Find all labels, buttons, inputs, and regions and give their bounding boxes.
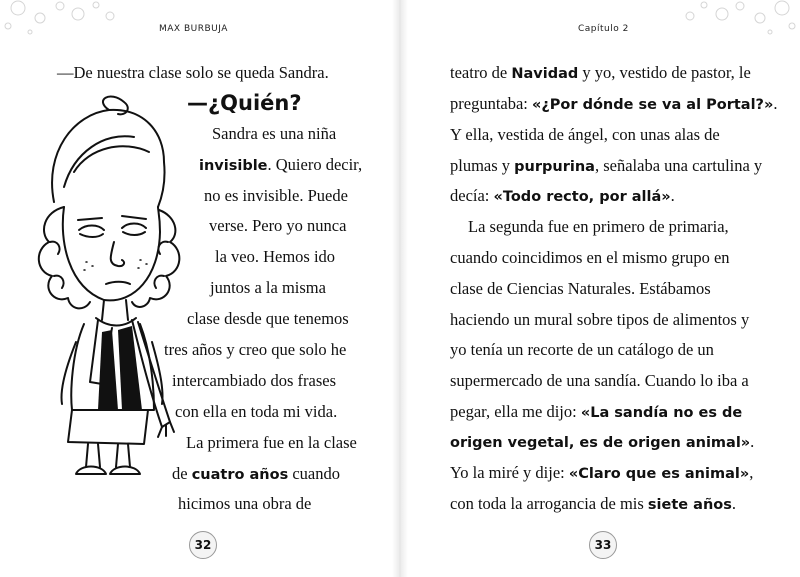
right-line-10: yo tenía un recorte de un catálogo de un [450, 340, 714, 359]
left-line-4: . Quiero decir, [267, 155, 363, 174]
right-line-15a: con toda la arrogancia de mis [450, 494, 648, 513]
left-line-5: no es invisible. Puede [204, 186, 348, 205]
bubbles-decoration-right [670, 0, 800, 40]
right-line-9: haciendo un mural sobre tipos de alimentos y [450, 310, 750, 329]
right-line-2-bold: «¿Por dónde se va al Portal?» [532, 97, 774, 113]
left-line-9: clase desde que tenemos [187, 309, 349, 328]
sandra-illustration [14, 92, 189, 487]
left-line-14a: de [172, 464, 192, 483]
right-line-2a: preguntaba: [450, 94, 533, 113]
left-line-2: —¿Quién? [187, 91, 302, 115]
right-line-4a: plumas y [450, 156, 515, 175]
right-line-1b: y yo, vestido de pastor, le [578, 63, 751, 82]
right-line-1-bold: Navidad [511, 66, 579, 82]
right-line-4b: , señalaba una cartulina y [594, 156, 763, 175]
left-line-13: La primera fue en la clase [186, 433, 357, 452]
right-line-11: supermercado de una sandía. Cuando lo iba a [450, 371, 749, 390]
left-line-10: tres años y creo que solo he [164, 340, 347, 359]
right-line-15-bold: siete años [647, 497, 732, 513]
right-line-7: cuando coincidimos en el mismo grupo en [450, 248, 730, 267]
bubbles-decoration-left [0, 0, 130, 40]
right-line-1a: teatro de [450, 63, 512, 82]
left-line-1: —De nuestra clase solo se queda Sandra. [57, 63, 329, 82]
right-line-12a: pegar, ella me dijo: [450, 402, 581, 421]
left-line-14b: cuando [288, 464, 340, 483]
right-line-6: La segunda fue en primero de primaria, [468, 217, 729, 236]
right-line-15b: . [731, 494, 736, 513]
left-line-6: verse. Pero yo nunca [209, 216, 347, 235]
running-header-left: MAX BURBUJA [159, 24, 228, 34]
right-line-5a: decía: [450, 186, 494, 205]
right-line-14-bold: «Claro que es animal» [568, 466, 750, 482]
left-line-12: con ella en toda mi vida. [175, 402, 338, 421]
right-line-2b: . [773, 94, 778, 113]
page-number-left: 32 [189, 531, 217, 559]
left-line-8: juntos a la misma [210, 278, 326, 297]
right-line-8: clase de Ciencias Naturales. Estábamos [450, 279, 711, 298]
page-number-right: 33 [589, 531, 617, 559]
left-line-11: intercambiado dos frases [172, 371, 337, 390]
right-line-5-bold: «Todo recto, por allá» [493, 189, 671, 205]
right-line-5b: . [670, 186, 675, 205]
right-line-13: . [750, 432, 755, 451]
right-line-12-bold: «La sandía no es de [580, 405, 743, 421]
left-line-7: la veo. Hemos ido [215, 247, 336, 266]
right-line-14a: Yo la miré y dije: [450, 463, 569, 482]
right-line-4-bold: purpurina [514, 159, 595, 175]
left-line-14-bold: cuatro años [191, 467, 289, 483]
right-line-3: Y ella, vestida de ángel, con unas alas de [450, 125, 720, 144]
right-line-14b: , [749, 463, 754, 482]
page-gutter [392, 0, 408, 577]
left-line-15: hicimos una obra de [178, 494, 312, 513]
left-line-4-bold: invisible [199, 158, 268, 174]
left-line-3: Sandra es una niña [212, 124, 337, 143]
right-line-13-bold: origen vegetal, es de origen animal» [450, 435, 751, 451]
running-header-right: Capítulo 2 [578, 24, 629, 34]
